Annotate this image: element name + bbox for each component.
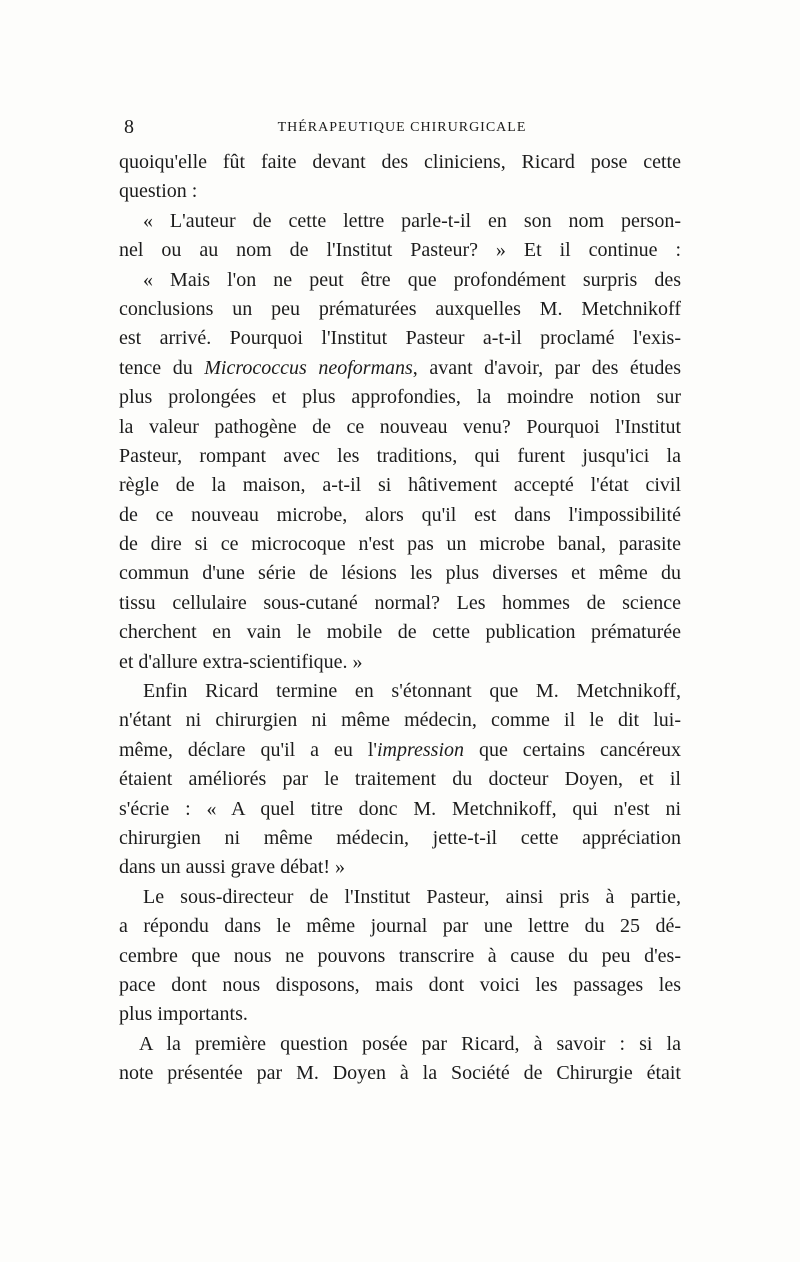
text-line-20: n'étant ni chirurgien ni même médecin, comme il le dit lui- — [119, 709, 681, 732]
text-line-21-rest: que certains cancéreux — [464, 738, 681, 761]
text-line-3: « L'auteur de cette lettre parle-t-il en son nom person- — [143, 209, 681, 232]
body-text — [119, 148, 681, 1089]
text-line-25: dans un aussi grave débat! » — [119, 856, 346, 879]
running-head — [122, 116, 682, 140]
text-line-24: chirurgien ni même médecin, jette-t-il cette appréciation — [119, 826, 681, 849]
text-line-28: cembre que nous ne pouvons transcrire à cause du peu d'es- — [119, 944, 681, 967]
text-line-4: nel ou au nom de l'Institut Pasteur? » Et il continue : — [119, 239, 681, 262]
text-line-5: « Mais l'on ne peut être que profondément surpris des — [143, 268, 681, 291]
text-line-8-rest: , avant d'avoir, par des études — [412, 356, 681, 379]
text-line-6: conclusions un peu prématurées auxquelles M. Metchnikoff — [119, 297, 681, 320]
text-line-32: note présentée par M. Doyen à la Société de Chirurgie était — [119, 1062, 681, 1085]
text-line-8-prefix: tence du — [119, 356, 205, 379]
emphasized-word: impression — [376, 738, 465, 761]
running-title: THÉRAPEUTIQUE CHIRURGICALE — [277, 120, 527, 135]
text-line-15: commun d'une série de lésions les plus diverses et même du — [119, 562, 681, 585]
text-line-18: et d'allure extra-scientifique. » — [119, 650, 363, 673]
text-line-1: quoiqu'elle fût faite devant des cliniciens, Ricard pose cette — [119, 151, 681, 173]
text-line-9: plus prolongées et plus approfondies, la moindre notion sur — [119, 386, 681, 409]
text-line-17: cherchent en vain le mobile de cette publication prématurée — [119, 621, 681, 644]
text-line-13: de ce nouveau microbe, alors qu'il est dans l'impossibilité — [119, 503, 681, 526]
text-line-11: Pasteur, rompant avec les traditions, qui furent jusqu'ici la — [119, 444, 681, 467]
text-line-23: s'écrie : « A quel titre donc M. Metchnikoff, qui n'est ni — [119, 797, 681, 820]
page-number: 8 — [124, 116, 134, 138]
text-line-29: pace dont nous disposons, mais dont voici les passages les — [119, 973, 681, 996]
text-line-27: a répondu dans le même journal par une lettre du 25 dé- — [119, 915, 681, 938]
text-line-21-prefix: même, déclare qu'il a eu l' — [119, 738, 377, 761]
text-line-21 — [119, 736, 681, 765]
text-line-16: tissu cellulaire sous-cutané normal? Les hommes de science — [119, 591, 681, 614]
text-line-8 — [119, 354, 681, 383]
text-line-10: la valeur pathogène de ce nouveau venu? Pourquoi l'Institut — [119, 415, 681, 438]
text-line-19: Enfin Ricard termine en s'étonnant que M. Metchnikoff, — [143, 680, 681, 703]
text-line-22: étaient améliorés par le traitement du docteur Doyen, et il — [119, 768, 681, 791]
species-name: Micrococcus neoformans — [204, 356, 413, 379]
text-line-2: question : — [119, 180, 198, 203]
text-line-30: plus importants. — [119, 1003, 248, 1026]
text-line-7: est arrivé. Pourquoi l'Institut Pasteur a-t-il proclamé l'exis- — [119, 327, 681, 350]
text-line-31: A la première question posée par Ricard, à savoir : si la — [139, 1032, 681, 1055]
text-line-12: règle de la maison, a-t-il si hâtivement accepté l'état civil — [119, 474, 681, 497]
text-line-14: de dire si ce microcoque n'est pas un microbe banal, parasite — [119, 533, 681, 556]
text-line-26: Le sous-directeur de l'Institut Pasteur, ainsi pris à partie, — [143, 885, 681, 908]
